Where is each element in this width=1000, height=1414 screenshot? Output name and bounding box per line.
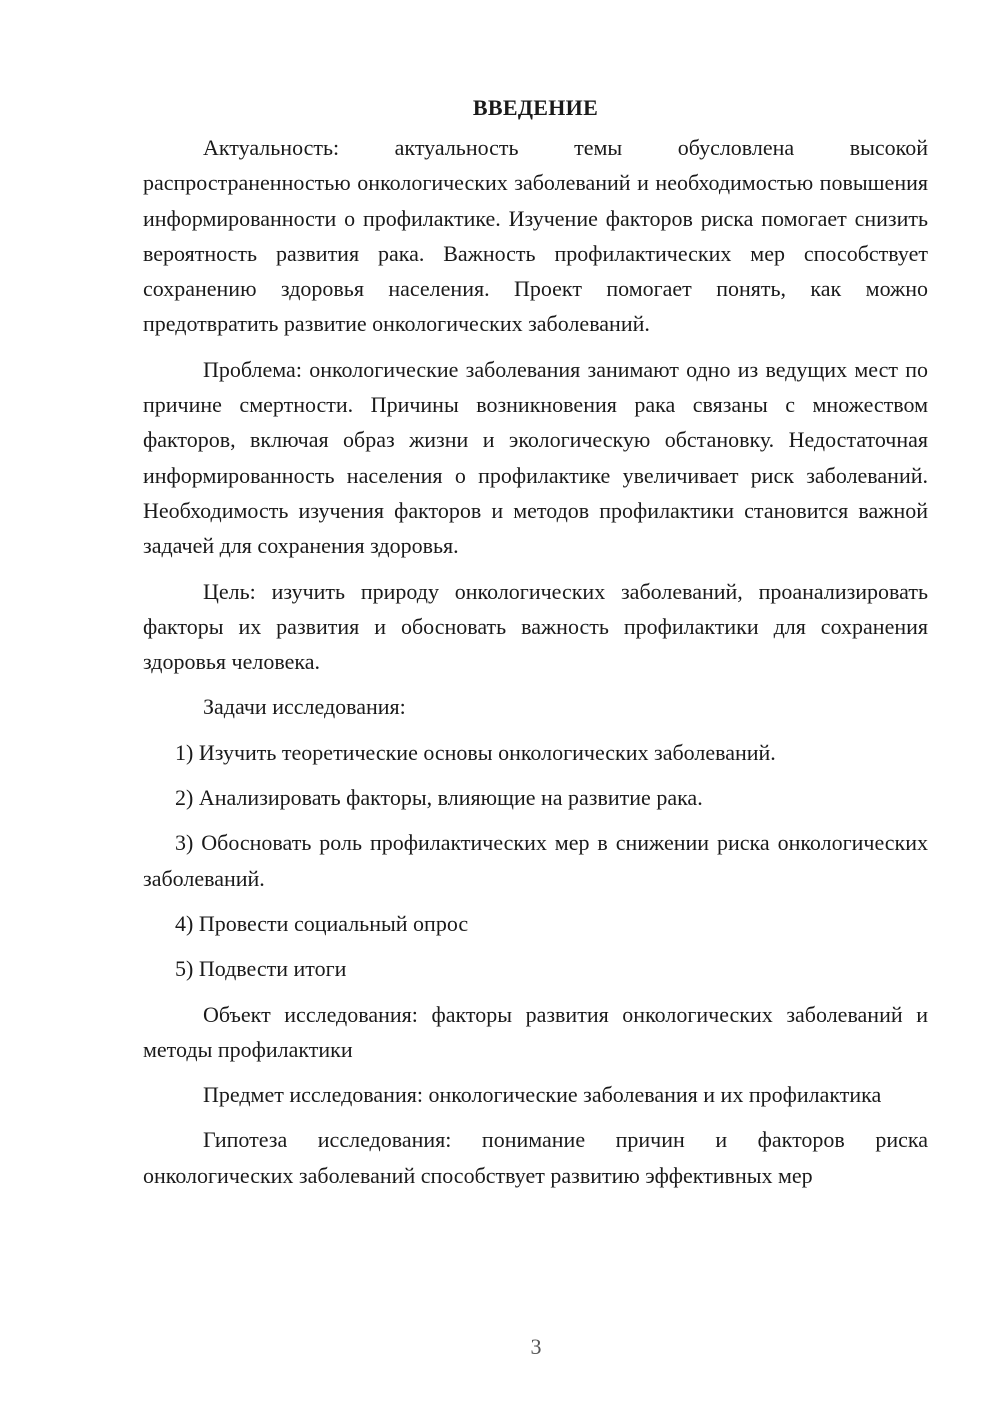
task-item: 4) Провести социальный опрос [175,910,469,936]
paragraph-problem: Проблема: онкологические заболевания занимают одно из ведущих мест по причине смертности. Причины возникновения рака связаны с множеством факторов, включая образ жизни и экологическую обстановку. Недостаточная информированность населения о профилактике увеличивает риск заболеваний. Необходимость изучения факторов и методов профилактики становится важной задачей для сохранения здоровья. [143,356,928,559]
paragraph-tasks-heading: Задачи исследования: [203,694,406,720]
section-title: ВВЕДЕНИЕ [472,95,599,120]
page-number: 3 [530,1334,542,1359]
task-item: 5) Подвести итоги [175,956,347,982]
task-item: 2) Анализировать факторы, влияющие на развитие рака. [175,785,703,811]
paragraph-hypothesis: Гипотеза исследования: понимание причин и факторов риска онкологических заболеваний способствует развитию эффективных мер [143,1127,928,1188]
task-item: 1) Изучить теоретические основы онкологических заболеваний. [175,739,776,765]
document-page [143,90,928,1203]
paragraph-subject: Предмет исследования: онкологические заболевания и их профилактика [203,1082,882,1108]
paragraph-object: Объект исследования: факторы развития онкологических заболеваний и методы профилактики [143,1001,928,1062]
paragraph-relevance: Актуальность: актуальность темы обусловлена высокой распространенностью онкологических заболеваний и необходимостью повышения информированности о профилактике. Изучение факторов риска помогает снизить вероятность развития рака. Важность профилактических мер способствует сохранению здоровья населения. Проект помогает понять, как можно предотвратить развитие онкологических заболеваний. [143,135,928,337]
task-item: 3) Обосновать роль профилактических мер в снижении риска онкологических заболеваний. [143,830,928,891]
paragraph-goal: Цель: изучить природу онкологических заболеваний, проанализировать факторы их развития и обосновать важность профилактики для сохранения здоровья человека. [143,578,928,675]
